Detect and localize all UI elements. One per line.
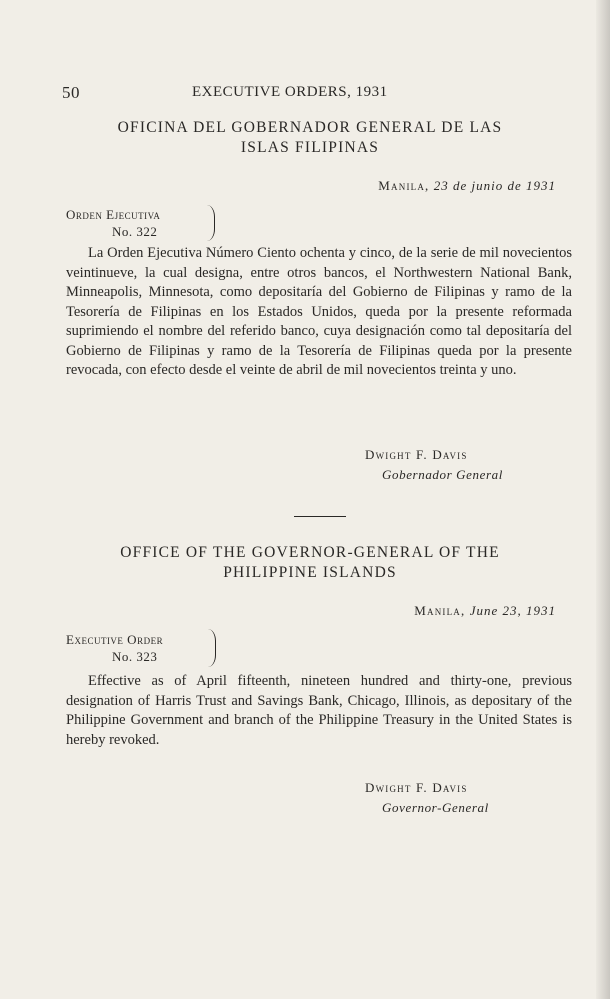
english-dateline (414, 603, 556, 619)
english-signature (365, 778, 489, 818)
section-divider (294, 516, 346, 517)
english-signer-title: Governor-General (382, 800, 489, 815)
spanish-signature (365, 445, 503, 485)
spanish-dateline-date: 23 de junio de 1931 (433, 178, 556, 193)
spanish-dateline-city: Manila, (378, 178, 430, 193)
english-office-heading (62, 543, 558, 583)
english-office-line-2: PHILIPPINE ISLANDS (223, 564, 397, 581)
spanish-office-line-2: ISLAS FILIPINAS (240, 139, 380, 156)
english-dateline-city: Manila, (414, 603, 466, 618)
page-number: 50 (62, 83, 80, 102)
english-office-line-1: OFFICE OF THE GOVERNOR-GENERAL OF THE (120, 544, 500, 561)
spanish-dateline (378, 178, 556, 194)
english-order-title: Executive Order (66, 632, 164, 647)
english-order-body: Effective as of April fifteenth, nineteen hundred and thirty-one, previous designation of Harris Trust and Savings Bank, Chicago, Illinois, as depositary of the Philippine Government and branch of the Philippine Treasury in the United States is hereby revoked. (66, 673, 572, 748)
spanish-office-heading (62, 118, 558, 158)
english-dateline-date: June 23, 1931 (469, 603, 556, 618)
page-header (62, 83, 532, 105)
spanish-office-line-1: OFICINA DEL GOBERNADOR GENERAL DE LAS (117, 119, 503, 136)
english-order-label (66, 631, 163, 665)
running-head: EXECUTIVE ORDERS, 1931 (192, 84, 388, 100)
spanish-signer-name: Dwight F. Davis (365, 447, 468, 462)
spanish-order-body: La Orden Ejecutiva Número Ciento ochenta y cinco, de la serie de mil novecientos veintinueve, la cual designa, entre otros bancos, el Northwestern National Bank, Minneapolis, Minnesota, como depositaría del Gobierno de Filipinas y ramo de la Tesorería de Filipinas en los Estados Unidos, queda por la presente reformada suprimiendo el nombre del referido banco, cuya designación como tal depositaría del Gobierno de Filipinas y ramo de la Tesorería de Filipinas queda por la presente revocada, con efecto desde el veinte de abril de mil novecientos treinta y uno. (66, 245, 572, 378)
spanish-order-label (66, 206, 160, 240)
spanish-signer-title: Gobernador General (382, 467, 503, 482)
spanish-order-title: Orden Ejecutiva (66, 207, 161, 222)
page-edge-shadow (596, 0, 610, 999)
english-order-brace (207, 629, 216, 667)
spanish-order-number: No. 322 (112, 224, 158, 239)
english-order-number: No. 323 (112, 649, 158, 664)
spanish-order-brace (206, 205, 215, 241)
english-signer-name: Dwight F. Davis (365, 780, 468, 795)
